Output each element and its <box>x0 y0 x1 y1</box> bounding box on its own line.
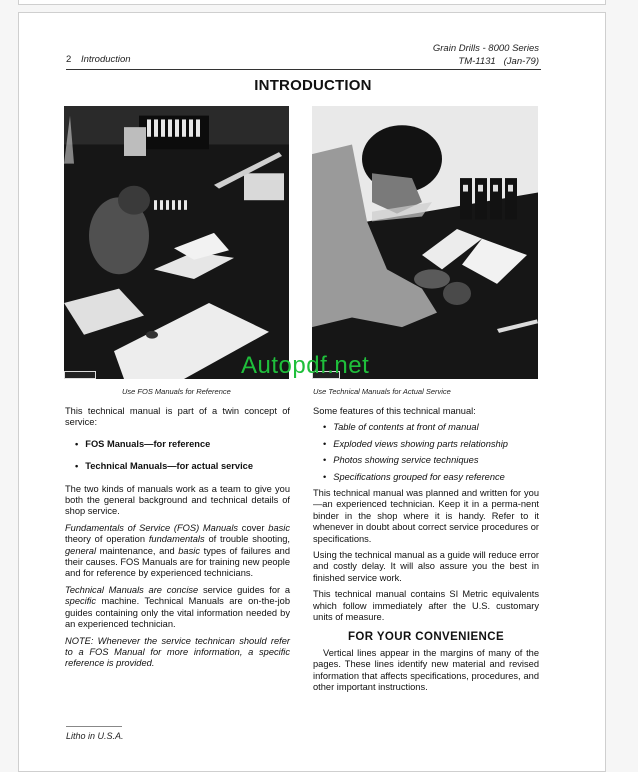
text-span: Technical Manuals are concise <box>65 584 199 595</box>
bullet-technical: • Technical Manuals—for actual service <box>75 461 290 472</box>
text-span: theory of operation <box>65 534 149 545</box>
right-column <box>313 406 539 699</box>
header-manual-id: TM-1131 (Jan-79) <box>458 56 539 67</box>
feature-item: • Specifications grouped for easy reference <box>323 472 539 483</box>
feature-item: • Exploded views showing parts relationship <box>323 439 539 450</box>
guide-paragraph: Using the technical manual as a guide will reduce error and costly delay. It will also assure you the best in finished service work. <box>313 550 539 583</box>
text-span: machine. Technical Manuals are on-the-job guides containing only the vital information needed by an experienced technician. <box>65 596 290 630</box>
watermark: Autopdf.net <box>241 352 370 379</box>
photo-caption-reference: Use FOS Manuals for Reference <box>122 387 231 396</box>
team-paragraph: The two kinds of manuals work as a team to give you both the general background and technical details of shop service. <box>65 483 290 517</box>
text-span: specific <box>65 596 97 607</box>
page-title: INTRODUCTION <box>254 77 372 94</box>
text-span: of trouble shooting, <box>204 534 290 545</box>
header-right <box>433 42 539 68</box>
photo-reference <box>64 106 289 379</box>
intro-paragraph: This technical manual is part of a twin concept of service: <box>65 406 290 428</box>
document-page <box>18 12 606 772</box>
header-series: Grain Drills - 8000 Series <box>432 43 539 54</box>
fos-paragraph <box>65 523 290 580</box>
header-section: Introduction <box>80 54 131 65</box>
text-span: maintenance, and <box>96 545 179 556</box>
left-column <box>65 406 290 675</box>
note-paragraph: NOTE: Whenever the service technican should refer to a FOS Manual for more information, a specific reference is provided. <box>65 635 290 669</box>
text-span: basic <box>268 522 290 533</box>
tm-paragraph <box>65 585 290 631</box>
photo-technician-reading-manual-icon <box>64 106 289 379</box>
text-span: Fundamentals of Service (FOS) Manuals <box>65 522 239 533</box>
footer-rule <box>66 726 122 727</box>
planned-paragraph: This technical manual was planned and written for you—an experienced technician. Keep it in a perma-nent binder in the shop where it is handy. Refer to it whenever in doubt about correct service procedures or specifications. <box>313 488 539 544</box>
header-rule <box>66 69 541 70</box>
bullet-fos: • FOS Manuals—for reference <box>75 439 290 450</box>
photo-caption-service: Use Technical Manuals for Actual Service <box>313 387 451 396</box>
previous-page-edge <box>18 0 606 5</box>
vertical-lines-paragraph: Vertical lines appear in the margins of many of the pages. These lines identify new material and revised information that affects specifications, procedures, and other important instructions. <box>313 647 539 693</box>
features-intro: Some features of this technical manual: <box>313 406 476 416</box>
photo-technician-servicing-part-icon <box>312 106 538 379</box>
footer-litho: Litho in U.S.A. <box>66 731 124 741</box>
text-span: general <box>65 545 97 556</box>
photo-service <box>312 106 538 379</box>
convenience-heading: FOR YOUR CONVENIENCE <box>347 630 505 643</box>
feature-item: • Photos showing service techniques <box>323 455 539 466</box>
text-span: fundamentals <box>148 534 205 545</box>
text-span: basic <box>178 545 200 556</box>
text-span: types of failures and their causes. FOS Manuals are for training new people and for reference by experienced technicians. <box>65 545 290 579</box>
page-number: 2 <box>66 54 72 65</box>
feature-item: • Table of contents at front of manual <box>323 422 539 433</box>
text-span: cover <box>238 522 269 533</box>
text-span: service guides for a <box>198 584 290 595</box>
photo-code-strip <box>64 371 96 379</box>
metric-paragraph: This technical manual contains SI Metric equivalents which follow immediately after the U.S. customary units of measure. <box>313 589 539 623</box>
header-left <box>66 54 131 65</box>
